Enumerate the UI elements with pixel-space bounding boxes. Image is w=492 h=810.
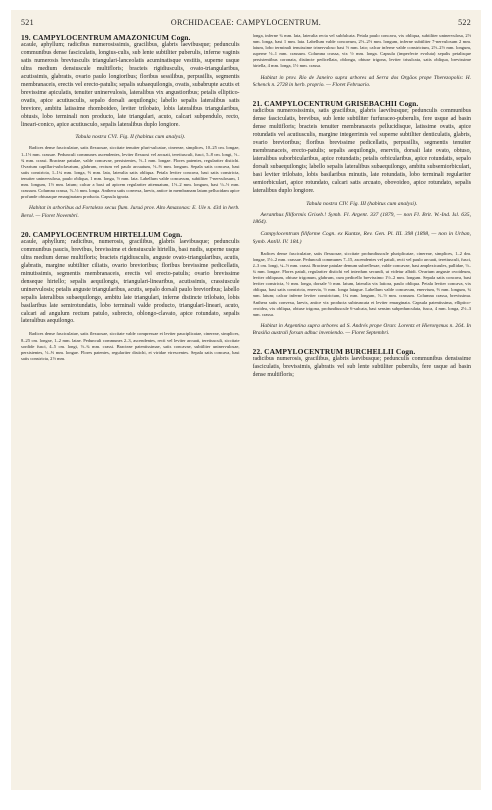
running-title: ORCHIDACEAE: CAMPYLOCENTRUM. (170, 17, 322, 27)
running-header (21, 16, 471, 28)
species-22-description: radicibus numerosis, gracilibus, glabris laevibusque; pedunculis communibus densissime fasciculatis, brevissimis, glabratis vel sub lente subtiliter puberulis, fere usque ad basin dense multifloris; (252, 356, 471, 379)
species-20-details-continued: longa, inferne ¾ mm. lata, lateralia recta vel subfalcata. Petala paulo concava, vix obliqua, subtiliter uninervulosa, 2½ mm. longa, basi 1 mm. lata. Labellum valde concavum, 2½–2½ mm. longum, inferne subtiliter 7-nervulosum 2 mm. latum, lobo terminali tenuissime trinervuloso basi ½ mm. lato; calcar inferne valde constrictum, 2½–2½ mm. longum, superne ½–1 mm. crassum. Columna crassa, vix ½ mm. longa. Capsula (imperfecte evoluta) sepalis petalisque persistentibus coronata, distincte pedicellata, oblonga, obtuse trigona, leviter trisulcata, satis obliqua, brevissime hirtella, 4 mm. longa, 1½ mm. crassa. (252, 33, 471, 69)
page-number-right: 522 (458, 17, 471, 27)
species-20-habitat: Habitat in prov. Rio de Janeiro supra arbores ad Serra dos Orgãos prope Therezopolis: H. Schenck n. 2728 in herb. proprio. — Floret Februario. (252, 74, 471, 88)
species-22-title: 22. CAMPYLOCENTRUM BURCHELLII Cogn. (252, 347, 416, 357)
species-21-details: Radices dense fasciculatae, satis flexuosae, siccitate profundiuscule pluriplicatae, cinereae, simplices, 1–2 dm. longae, 1½–2 mm. crassae. Pedunculi communes 7–15, ascendentes vel patuli, recti vel paulo arcuati, teretiusculi, fusci, 2–3 cm. longi, ¼–½ mm. crassi. Bracteae patulae demum subreflexae, valde concavae, basi amplexicaules, pallidae, ½–¾ mm. longae. Flores patuli, regulariter distichi vel interdum secundi, ut videtur albidi. Ovarium anguste ovoideum, leviter obliquum, obtuse trigonum, glabrum, cum pedicello brevissimo 1½–2 mm. longum. Sepala satis concava, basi leviter constricta, ½ mm. longa, dorsale ½ mm. latum, lateralia vix latiora, paulo obliqua. Petala leviter concava, vix obliqua, basi satis constricta, enervia, ½ mm. longa latague. Labellum valde concavum, enervium, ⅔ mm. longum, ¾ mm. latum; calcar inferne leviter constrictum, 1¼ mm. longum, ⅓–½ mm. crassum. Columna crassa, brevissima. Anthera satis convexa, laevis, antice vix producta subtruncata et leviter emarginata. Capsula patentissima, elliptico-ovoidea, vix obliqua, obtuse trigona, profundiuscule 6-sulcata, basi sensim subpedunculata, fusca, 4 mm. longa, 2½–3 mm. crassa. (252, 250, 471, 317)
species-21-title: 21. CAMPYLOCENTRUM GRISEBACHII Cogn. (252, 99, 419, 109)
right-column (253, 33, 472, 782)
species-20-description: acaule, aphyllum; radicibus, numerosis, gracilibus, glabris laevibusque; pedunculis communibus paucis, brevibus, brevissime et densiuscule hirtellis, basi nudis, superne usque ultra medium dense multifloris; bracteis rigidiusculis, anguste ovato-triangularibus, acutis, glabratis, margine subtiliter ciliatis, ovario brevioribus; floribus brevissime pedicellatis, minutissimis, segmentis membranaceis, erectis vel erecto-patulis; ovario brevissime denseque hirtello; sepalis aequilongis, triangulari-linearibus, acutissimis, crassiuscule uninervulosis; petalis anguste triangularibus, acutis, sepalo dorsali paulo brevioribus; labello sepalis lateralibus subaequilongo, ambitu late triangulari, inferne distincte trilobato, lobis basilaribus late semirotundatis, lobo terminali valde producto, triangulari-lineari, acuto, calcari ad angulum rectum patulo, subrecto, oblongo-clavato, apice rotundato, sepalis lateralibus aequilongo. (21, 238, 240, 325)
left-column (21, 33, 240, 782)
two-column-body (21, 33, 471, 782)
species-21-habitat: Habitat in Argentina supra arbores ad S. Andrés prope Oran: Lorentz et Hieronymus n. 264. In Brasilia australi forsan adhuc inveniendo. — Floret Septembri. (252, 322, 471, 337)
species-21-description: radicibus numerosissimis, satis gracilibus, glabris laevibusque; pedunculis communibus dense fasciculatis, brevibus, sub lente subtiliter furfuraceo-puberulis, fere usque ad basin dense multifloris; bracteis tenuiter membranaceis pellucidisque, latissime ovatis, apice rotundatis vel acutiusculis, margine integerrimis vel superne subtiliter denticulatis, glabris, ovario brevioribus; floribus brevissime pedicellatis, perpusillis, segmentis tenuiter membranaceis, erecto-patulis; sepalis aequilongis, enerviis, dorsali late ovato, obtuso, lateralibus suborbicularibus, apice rotundatis; petalis orbicularibus, apice rotundatis, sepalo dorsali subaequilongis; labello sepalis lateralibus subaequilongo, ambitu subsemiorbiculari, basi leviter trilobato, lobis basilaribus minutis, late rotundatis, lobo terminali regulariter semiorbiculari, apice rotundato, calcari satis arcuato, obovoideo, apice rotundato, sepalis lateralibus duplo longiore. (252, 108, 471, 194)
species-19-details: Radices dense fasciculatae, satis flexuosae, siccitate tenuiter pluri-sulcatae, cinereae, simplices, 10–25 cm. longae, 1–1½ mm. crassae. Pedunculi communes ascendentes, leviter flexuosi vel arcuati, teretiusculi, fusci, 5–8 cm. longi, ½–¾ mm. crassi. Bracteae patulae, valde concavae, persistentes, ½–1 mm. longae. Flores patentes, regulariter distichi. Ovarium capillari-subclavatum, glabrum, rectum vel paulo arcuatum, ½–⅔ mm. longum. Sepala satis concava, basi satis constricta, 1–1¼ mm. longa, ⅔ mm. lata, lateralia satis obliqua. Petala leviter concava, basi satis constricta, tenuiter uninervulosa, paulo obliqua, 1 mm. longa, ½ mm. lata. Labellum valde concavum, subtiliter 7-nervulosum, 1 mm. longum, 1½ mm. latum; calcar a basi ad apicem regulariter attenuatum, 1½–2 mm. longum, basi ⅓–½ mm. crassum. Columna crassa, ⅓–⅓ mm. longa. Anthera satis convexa, laevis, antice in membranam latam pellucidam apice profunde obtusaque emarginatam producta. Capsula ignota. (21, 145, 240, 200)
species-20-title: 20. CAMPYLOCENTRUM HIRTELLUM Cogn. (21, 229, 183, 239)
species-19-habitat: Habitat in arboribus ad Fortalezo secus flum. Juruá prov. Alto Amazonas: E. Ule n. 434 in herb. Berol. — Floret Novembri. (21, 205, 240, 219)
species-21-synonym-1: Aeranthus filiformis Griseb.! Symb. Fl. Argent. 337 (1879, — non Fl. Brit. W.-Ind. Isl. 635, 1864). (252, 211, 471, 226)
species-21-synonym-2: Campylocentrum filiforme Cogn. ex Kuntze, Rev. Gen. Pl. III. 398 (1898, — non in Urban, Symb. Antill. IV. 184.) (252, 231, 471, 246)
species-19-title: 19. CAMPYLOCENTRUM AMAZONICUM Cogn. (21, 33, 191, 42)
book-page (11, 10, 481, 790)
species-19-plate-caption: Tabula nostra CVI. Fig. II (habitus cum analysi). (75, 134, 186, 141)
species-19-description: acaule, aphyllum; radicibus numerosissimis, gracilibus, glabris laevibusque; pedunculis communibus dense fasciculatis, longius-culis, sub lente subtiliter puberulis, inferne vaginis satis numerosis breviusculis triangulari-lanceolatis acuminatisque vestitis, superne usque ultra medium densiuscule multifloris; bracteis rigidiusculis, ovato-triangularibus, acutissimis, glabratis, ovario paulo longioribus; floribus sessilibus, perpusillis, segmentis membranaceis, erectis vel erecto-patulis; sepalis subaequilongis, ovatis, subabrupte acutis et brevissime apiculatis, tenuiter uninervulosis, lateralibus vix angustioribus; petalis elliptico-ovatis, apice acutiusculis, sepalo dorsali aequilongis; labello sepalis lateralibus satis breviore, ambitu latissime rhomboideo, leviter trilobato, lobis lateralibus triangularibus, obtusis, lobo terminali non producto, late triangulari, acuto, calcari subpendulo, recto, lineari-conico, apice acutiusculo, sepalis lateralibus duplo longiore. (21, 42, 240, 128)
page-number-left: 521 (21, 17, 34, 27)
species-21-plate-caption: Tabula nostra CIV. Fig. III (habitus cum analysi). (306, 200, 418, 207)
species-20-details: Radices dense fasciculatae, satis flexuosae, siccitate valde compressae et leviter pauciplicatae, cinereae, simplices, 8–25 cm. longae, 1–2 mm. latae. Pedunculi communes 2–3, ascendentes, recti vel leviter arcuati, teretiusculi, siccitate sordide fusci, 4–5 cm. longi, ½–¾ mm. crassi. Bracteae patentissimae, satis concavae, subtiliter uninervulosae, persistentes, ⅓–⅔ mm. longae. Flores patentes, regulariter distichi, et viridae virescentes. Sepala satis concava, basi satis constricta, 2½ mm. (21, 331, 240, 361)
